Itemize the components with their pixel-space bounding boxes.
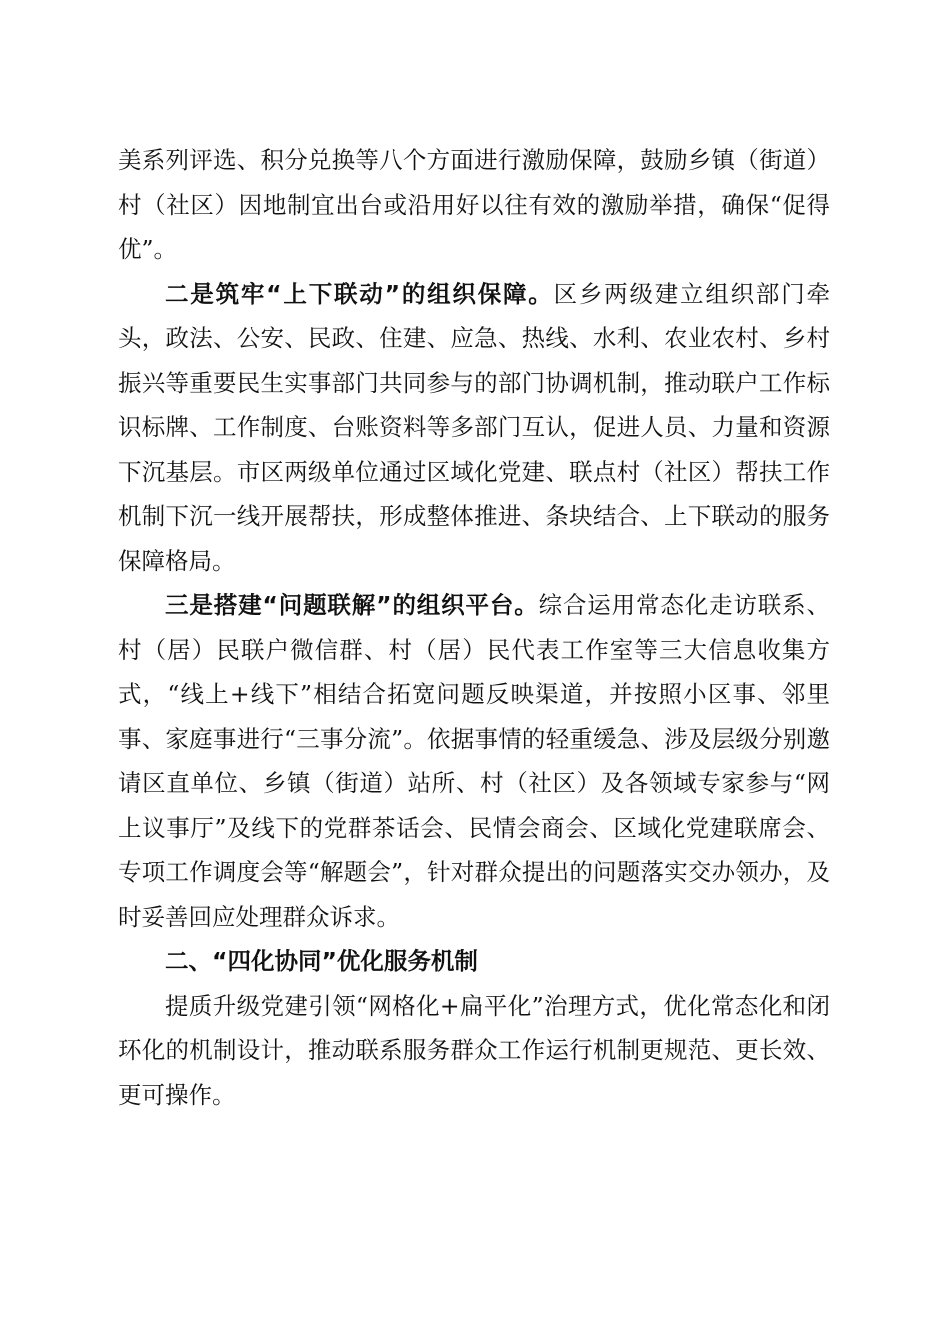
paragraph-lead: 二是筑牢“上下联动”的组织保障。 xyxy=(165,279,554,308)
paragraph-text: 美系列评选、积分兑换等八个方面进行激励保障，鼓励乡镇（街道）村（社区）因地制宜出台或沿用好以往有效的激励举措，确保“促得优”。 xyxy=(118,146,830,263)
paragraph-lead: 三是搭建“问题联解”的组织平台。 xyxy=(165,591,539,619)
section-heading: 二、“四化协同”优化服务机制 xyxy=(165,947,478,975)
paragraph-organization-guarantee xyxy=(118,272,830,584)
paragraph-closing: 提质升级党建引领“网格化+扁平化”治理方式，优化常态化和闭环化的机制设计，推动联系服务群众工作运行机制更规范、更长效、更可操作。 xyxy=(118,991,830,1109)
paragraph-text: 区乡两级建立组织部门牵头，政法、公安、民政、住建、应急、热线、水利、农业农村、乡村振兴等重要民生实事部门共同参与的部门协调机制，推动联户工作标识标牌、工作制度、台账资料等多部门互认，促进人员、力量和资源下沉基层。市区两级单位通过区域化党建、联点村（社区）帮扶工作机制下沉一线开展帮扶，形成整体推进、条块结合、上下联动的服务保障格局。 xyxy=(118,279,831,575)
document-body xyxy=(118,138,830,1117)
paragraph-organization-platform xyxy=(118,583,830,939)
paragraph-text: 综合运用常态化走访联系、村（居）民联户微信群、村（居）民代表工作室等三大信息收集方式，“线上+线下”相结合拓宽问题反映渠道，并按照小区事、邻里事、家庭事进行“三事分流”。依据事情的轻重缓急、涉及层级分别邀请区直单位、乡镇（街道）站所、村（社区）及各领域专家参与“网上议事厅”及线下的党群茶话会、民情会商会、区域化党建联席会、专项工作调度会等“解题会”，针对群众提出的问题落实交办领办，及时妥善回应处理群众诉求。 xyxy=(118,591,831,931)
paragraph-continued xyxy=(118,138,830,272)
